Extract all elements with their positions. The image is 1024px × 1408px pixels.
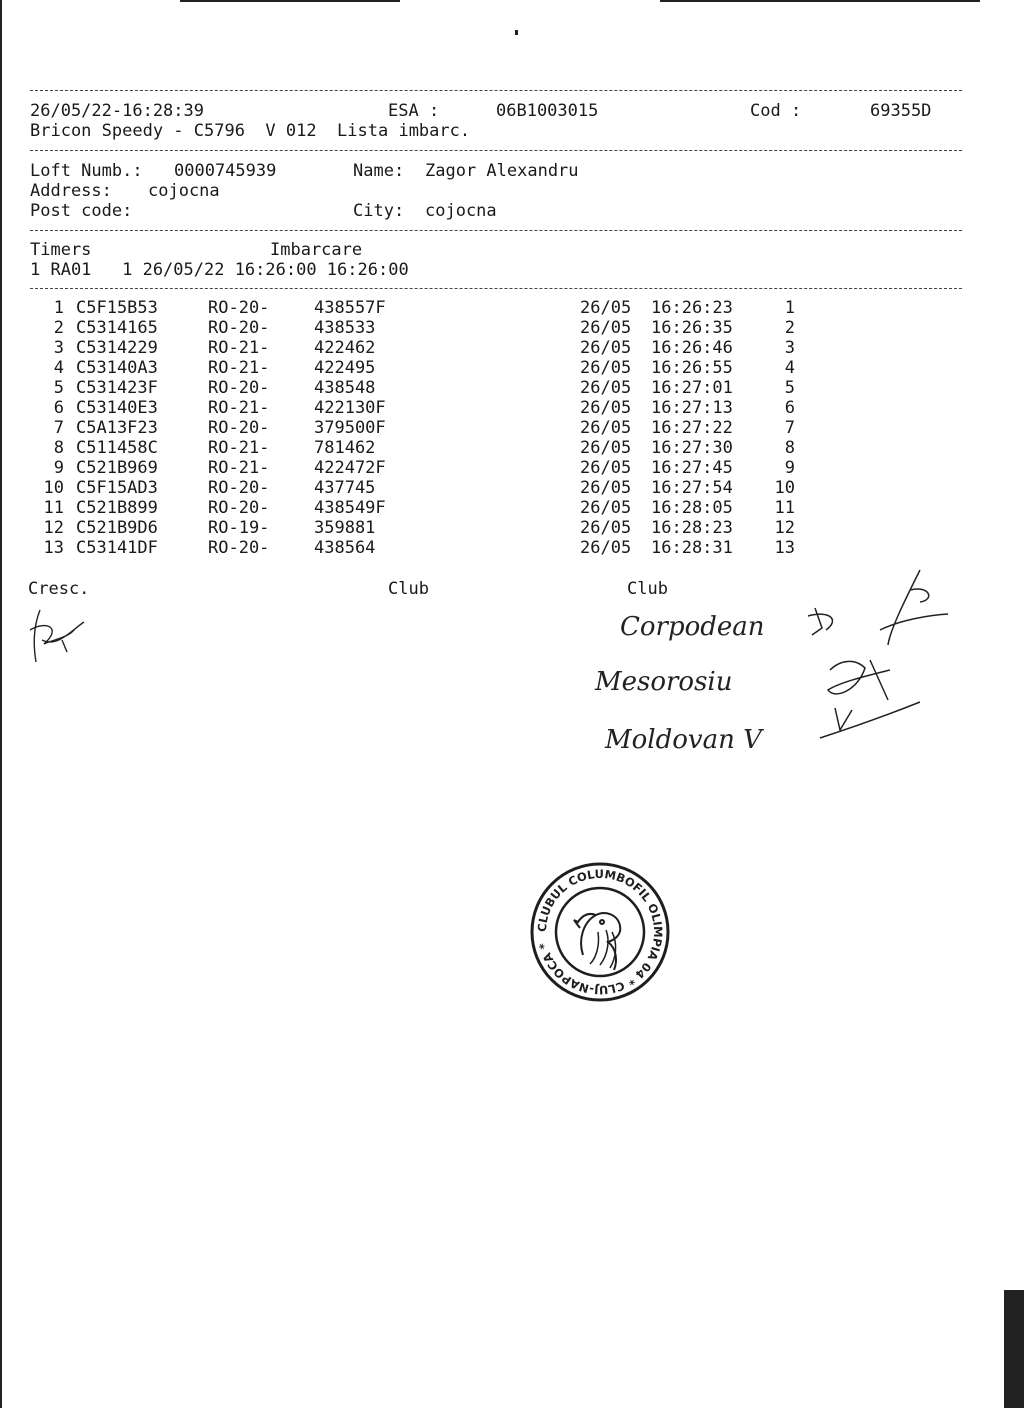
bird-chip: C5F15B53 [76,298,158,318]
club-handwriting [590,590,960,770]
bird-time: 16:27:30 [651,438,733,458]
timer-line: 1 RA01 1 26/05/22 16:26:00 16:26:00 [30,260,409,280]
club-stamp [528,860,672,1004]
bird-no: 9 [53,458,64,478]
bird-ring-no: 422472F [314,458,386,478]
table-row [0,418,1024,438]
bird-date: 26/05 [580,338,632,358]
bird-ring-no: 438564 [314,538,376,558]
bird-time: 16:27:22 [651,418,733,438]
bird-ring-prefix: RO-20- [208,418,270,438]
bird-no: 8 [53,438,64,458]
bird-no: 4 [53,358,64,378]
bird-ring-no: 781462 [314,438,376,458]
bird-time: 16:27:54 [651,478,733,498]
cod-value: 69355D [870,101,932,121]
bird-seq: 12 [774,518,795,538]
table-row [0,338,1024,358]
bird-ring-prefix: RO-20- [208,478,270,498]
bird-no: 6 [53,398,64,418]
bird-chip: C53141DF [76,538,158,558]
table-row [0,538,1024,558]
timers-label: Timers [30,240,92,260]
bird-ring-no: 422495 [314,358,376,378]
bird-time: 16:26:23 [651,298,733,318]
divider-header [30,150,962,151]
bird-no: 3 [53,338,64,358]
device-line: Bricon Speedy - C5796 V 012 Lista imbarc. [30,121,471,141]
bird-chip: C521B969 [76,458,158,478]
bird-no: 2 [53,318,64,338]
bird-chip: C5314229 [76,338,158,358]
bird-no: 7 [53,418,64,438]
scan-edge-bottom-right [1004,1290,1024,1408]
bird-time: 16:27:01 [651,378,733,398]
bird-ring-prefix: RO-21- [208,358,270,378]
print-datetime: 26/05/22-16:28:39 [30,101,204,121]
bird-ring-prefix: RO-21- [208,398,270,418]
table-row [0,378,1024,398]
table-row [0,518,1024,538]
club-label-1: Club [388,579,429,599]
bird-seq: 8 [784,438,795,458]
bird-seq: 1 [784,298,795,318]
bird-ring-prefix: RO-21- [208,338,270,358]
name-label: Name: [353,161,405,181]
club-label-2: Club [627,579,668,599]
bird-chip: C5314165 [76,318,158,338]
bird-seq: 11 [774,498,795,518]
divider-fancier [30,230,962,231]
bird-ring-no: 422130F [314,398,386,418]
bird-ring-prefix: RO-21- [208,458,270,478]
cresc-label: Cresc. [28,579,90,599]
bird-date: 26/05 [580,358,632,378]
bird-seq: 6 [784,398,795,418]
bird-date: 26/05 [580,298,632,318]
stamp-text: CLUBUL COLUMBOFIL OLIMPIA 04 * CLUJ-NAPOCA * [534,866,666,998]
divider-timers [30,288,962,289]
fancier-signature [22,600,102,670]
bird-ring-prefix: RO-20- [208,298,270,318]
bird-seq: 3 [784,338,795,358]
bird-ring-no: 422462 [314,338,376,358]
bird-seq: 5 [784,378,795,398]
bird-chip: C521B899 [76,498,158,518]
bird-time: 16:28:31 [651,538,733,558]
bird-time: 16:28:23 [651,518,733,538]
handwritten-name-3: Moldovan V [605,725,762,755]
bird-chip: C511458C [76,438,158,458]
bird-ring-prefix: RO-19- [208,518,270,538]
bird-date: 26/05 [580,458,632,478]
bird-no: 1 [53,298,64,318]
esa-label: ESA : [388,101,440,121]
bird-time: 16:27:13 [651,398,733,418]
bird-time: 16:28:05 [651,498,733,518]
table-row [0,358,1024,378]
bird-no: 12 [43,518,64,538]
bird-date: 26/05 [580,398,632,418]
handwritten-name-1: Corpodean [620,612,765,642]
bird-date: 26/05 [580,538,632,558]
bird-ring-prefix: RO-21- [208,438,270,458]
bird-ring-prefix: RO-20- [208,318,270,338]
bird-ring-prefix: RO-20- [208,498,270,518]
table-row [0,298,1024,318]
table-row [0,458,1024,478]
divider-top [30,90,962,91]
bird-date: 26/05 [580,318,632,338]
bird-chip: C5A13F23 [76,418,158,438]
bird-no: 13 [43,538,64,558]
city-value: cojocna [425,201,497,221]
bird-chip: C53140A3 [76,358,158,378]
bird-no: 11 [43,498,64,518]
bird-ring-prefix: RO-20- [208,538,270,558]
loft-label: Loft Numb.: [30,161,143,181]
bird-no: 5 [53,378,64,398]
bird-ring-no: 438557F [314,298,386,318]
table-row [0,318,1024,338]
bird-ring-no: 437745 [314,478,376,498]
bird-chip: C53140E3 [76,398,158,418]
bird-seq: 9 [784,458,795,478]
address-label: Address: [30,181,112,201]
bird-ring-no: 438533 [314,318,376,338]
bird-date: 26/05 [580,498,632,518]
bird-date: 26/05 [580,478,632,498]
esa-value: 06B1003015 [496,101,599,121]
cod-label: Cod : [750,101,802,121]
handwritten-name-2: Mesorosiu [595,667,733,697]
table-row [0,438,1024,458]
bird-ring-no: 359881 [314,518,376,538]
table-row [0,398,1024,418]
bird-date: 26/05 [580,438,632,458]
bird-time: 16:26:35 [651,318,733,338]
bird-seq: 7 [784,418,795,438]
table-row [0,478,1024,498]
name-value: Zagor Alexandru [425,161,579,181]
bird-seq: 2 [784,318,795,338]
imbarcare-label: Imbarcare [270,240,363,260]
scan-edge-top [180,0,400,2]
scan-edge-left [0,0,2,1408]
address-value: cojocna [148,181,220,201]
bird-time: 16:27:45 [651,458,733,478]
bird-time: 16:26:55 [651,358,733,378]
bird-chip: C521B9D6 [76,518,158,538]
bird-date: 26/05 [580,518,632,538]
bird-ring-prefix: RO-20- [208,378,270,398]
bird-ring-no: 438549F [314,498,386,518]
bird-date: 26/05 [580,378,632,398]
bird-seq: 10 [774,478,795,498]
scan-edge-top-right [660,0,980,2]
bird-time: 16:26:46 [651,338,733,358]
svg-text:CLUBUL COLUMBOFIL OLIMPIA 04 * [535,867,665,997]
loft-value: 0000745939 [174,161,277,181]
bird-date: 26/05 [580,418,632,438]
bird-no: 10 [43,478,64,498]
bird-ring-no: 438548 [314,378,376,398]
bird-chip: C5F15AD3 [76,478,158,498]
bird-ring-no: 379500F [314,418,386,438]
city-label: City: [353,201,405,221]
bird-seq: 13 [774,538,795,558]
table-row [0,498,1024,518]
bird-chip: C531423F [76,378,158,398]
bird-seq: 4 [784,358,795,378]
postcode-label: Post code: [30,201,133,221]
scan-speck [515,30,518,35]
